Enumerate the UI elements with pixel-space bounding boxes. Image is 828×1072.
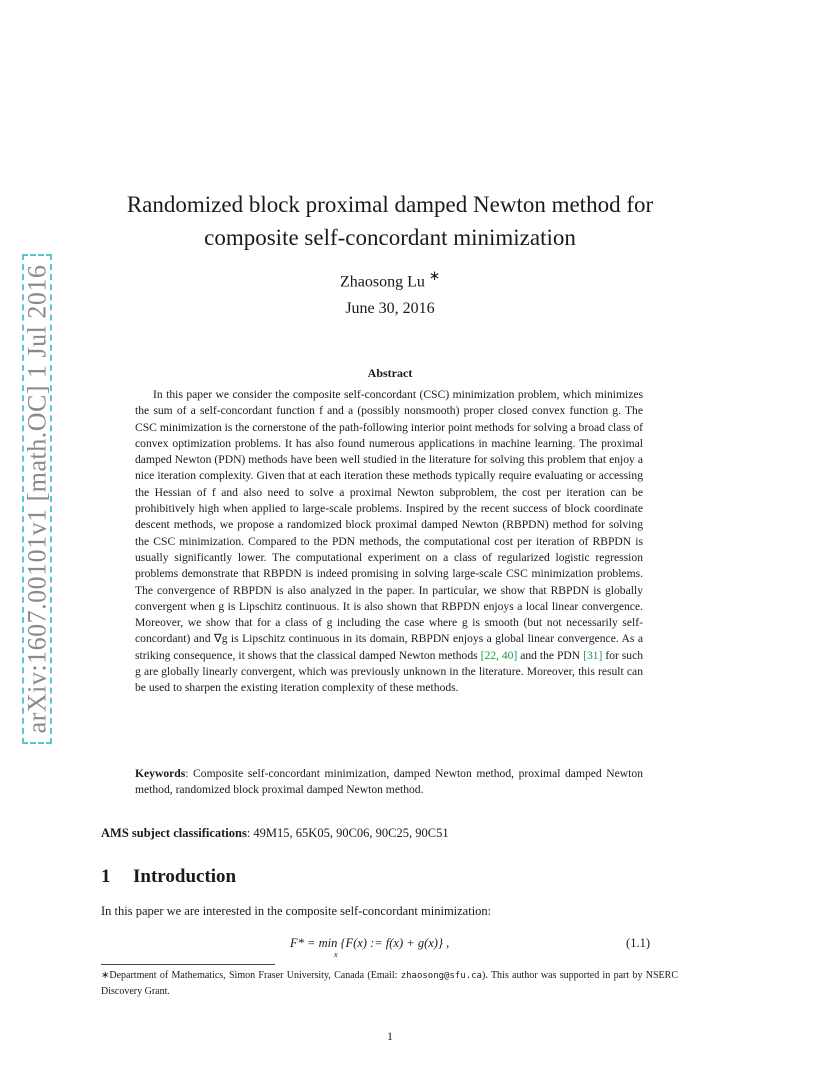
page-number: 1 <box>387 1029 393 1043</box>
keywords-paragraph <box>135 766 643 799</box>
footnote <box>101 968 678 999</box>
section-number: 1 <box>101 866 111 887</box>
citation-link[interactable]: [31] <box>583 648 603 662</box>
footnote-email[interactable]: zhaosong@sfu.ca <box>400 971 482 981</box>
abstract-heading: Abstract <box>367 366 413 380</box>
footnote-divider <box>101 964 275 965</box>
intro-paragraph: In this paper we are interested in the composite self-concordant minimization: <box>101 904 492 918</box>
author-footnote-mark: ∗ <box>428 268 441 283</box>
author-name: Zhaosong Lu <box>339 273 425 291</box>
abstract-text-part2: and the PDN <box>520 648 581 662</box>
paper-title: Randomized block proximal damped Newton method for composite self-concordant minimization <box>126 192 654 250</box>
equation-text: F* = min {F(x) := f(x) + g(x)} , <box>290 936 450 950</box>
ams-classifications <box>101 826 681 841</box>
paper-date: June 30, 2016 <box>345 300 435 317</box>
arxiv-identifier-text: arXiv:1607.00101v1 [math.OC] 1 Jul 2016 <box>22 264 51 734</box>
footnote-text-part1: ∗Department of Mathematics, Simon Fraser University, Canada (Email: <box>101 970 398 981</box>
citation-link[interactable]: [22, 40] <box>480 648 518 662</box>
keywords-text: : Composite self-concordant minimization, damped Newton method, proximal damped Newton method, randomized block proximal damped Newton method. <box>135 767 643 797</box>
ams-codes: : 49M15, 65K05, 90C06, 90C25, 90C51 <box>246 826 449 840</box>
author-line <box>100 268 680 291</box>
abstract-body <box>135 387 643 697</box>
equation <box>290 936 450 959</box>
section-heading <box>101 866 236 888</box>
abstract-text-part1: In this paper we consider the composite self-concordant (CSC) minimization problem, which minimizes the sum of a self-concordant function f and a (possibly nonsmooth) proper closed convex function g. The CSC minimization is the cornerstone of the path-following interior point methods for solving a broad class of convex optimization problems. It has also found numerous applications in machine learning. The proximal damped Newton (PDN) methods have been well studied in the literature for solving this problem that enjoy a nice iteration complexity. Given that at each iteration these methods typically require evaluating or accessing the Hessian of f and also need to solve a proximal Newton subproblem, the cost per iteration can be prohibitively high when applied to large-scale problems. Inspired by the recent success of block coordinate descent methods, we propose a randomized block proximal damped Newton (RBPDN) method for solving the CSC minimization. Compared to the PDN methods, the computational cost per iteration of RBPDN is usually significantly lower. The computational experiment on a class of regularized logistic regression problems demonstrate that RBPDN is indeed promising in solving large-scale CSC minimization problems. The convergence of RBPDN is also analyzed in the paper. In particular, we show that RBPDN is globally convergent when g is Lipschitz continuous. It is also shown that RBPDN enjoys a local linear convergence. Moreover, we show that for a class of g including the case where g is smooth (but not necessarily self-concordant) and ∇g is Lipschitz continuous in its domain, RBPDN enjoys a global linear convergence. As a striking consequence, it shows that the classical damped Newton methods <box>135 388 643 662</box>
equation-subscript: x <box>334 950 338 959</box>
section-title: Introduction <box>133 866 237 887</box>
keywords-label: Keywords <box>135 767 186 780</box>
equation-number: (1.1) <box>626 936 650 950</box>
footnote-text-part2: ). This author was supported in part by NSERC Discovery Grant. <box>101 970 678 997</box>
ams-label: AMS subject classifications <box>101 826 247 840</box>
arxiv-identifier-stamp <box>22 254 52 744</box>
abstract-text-part3: for such g are globally linearly convergent, which was previously unknown in the literature. Moreover, this result can be used to sharpen the existing iteration complexity of these methods. <box>135 648 644 695</box>
